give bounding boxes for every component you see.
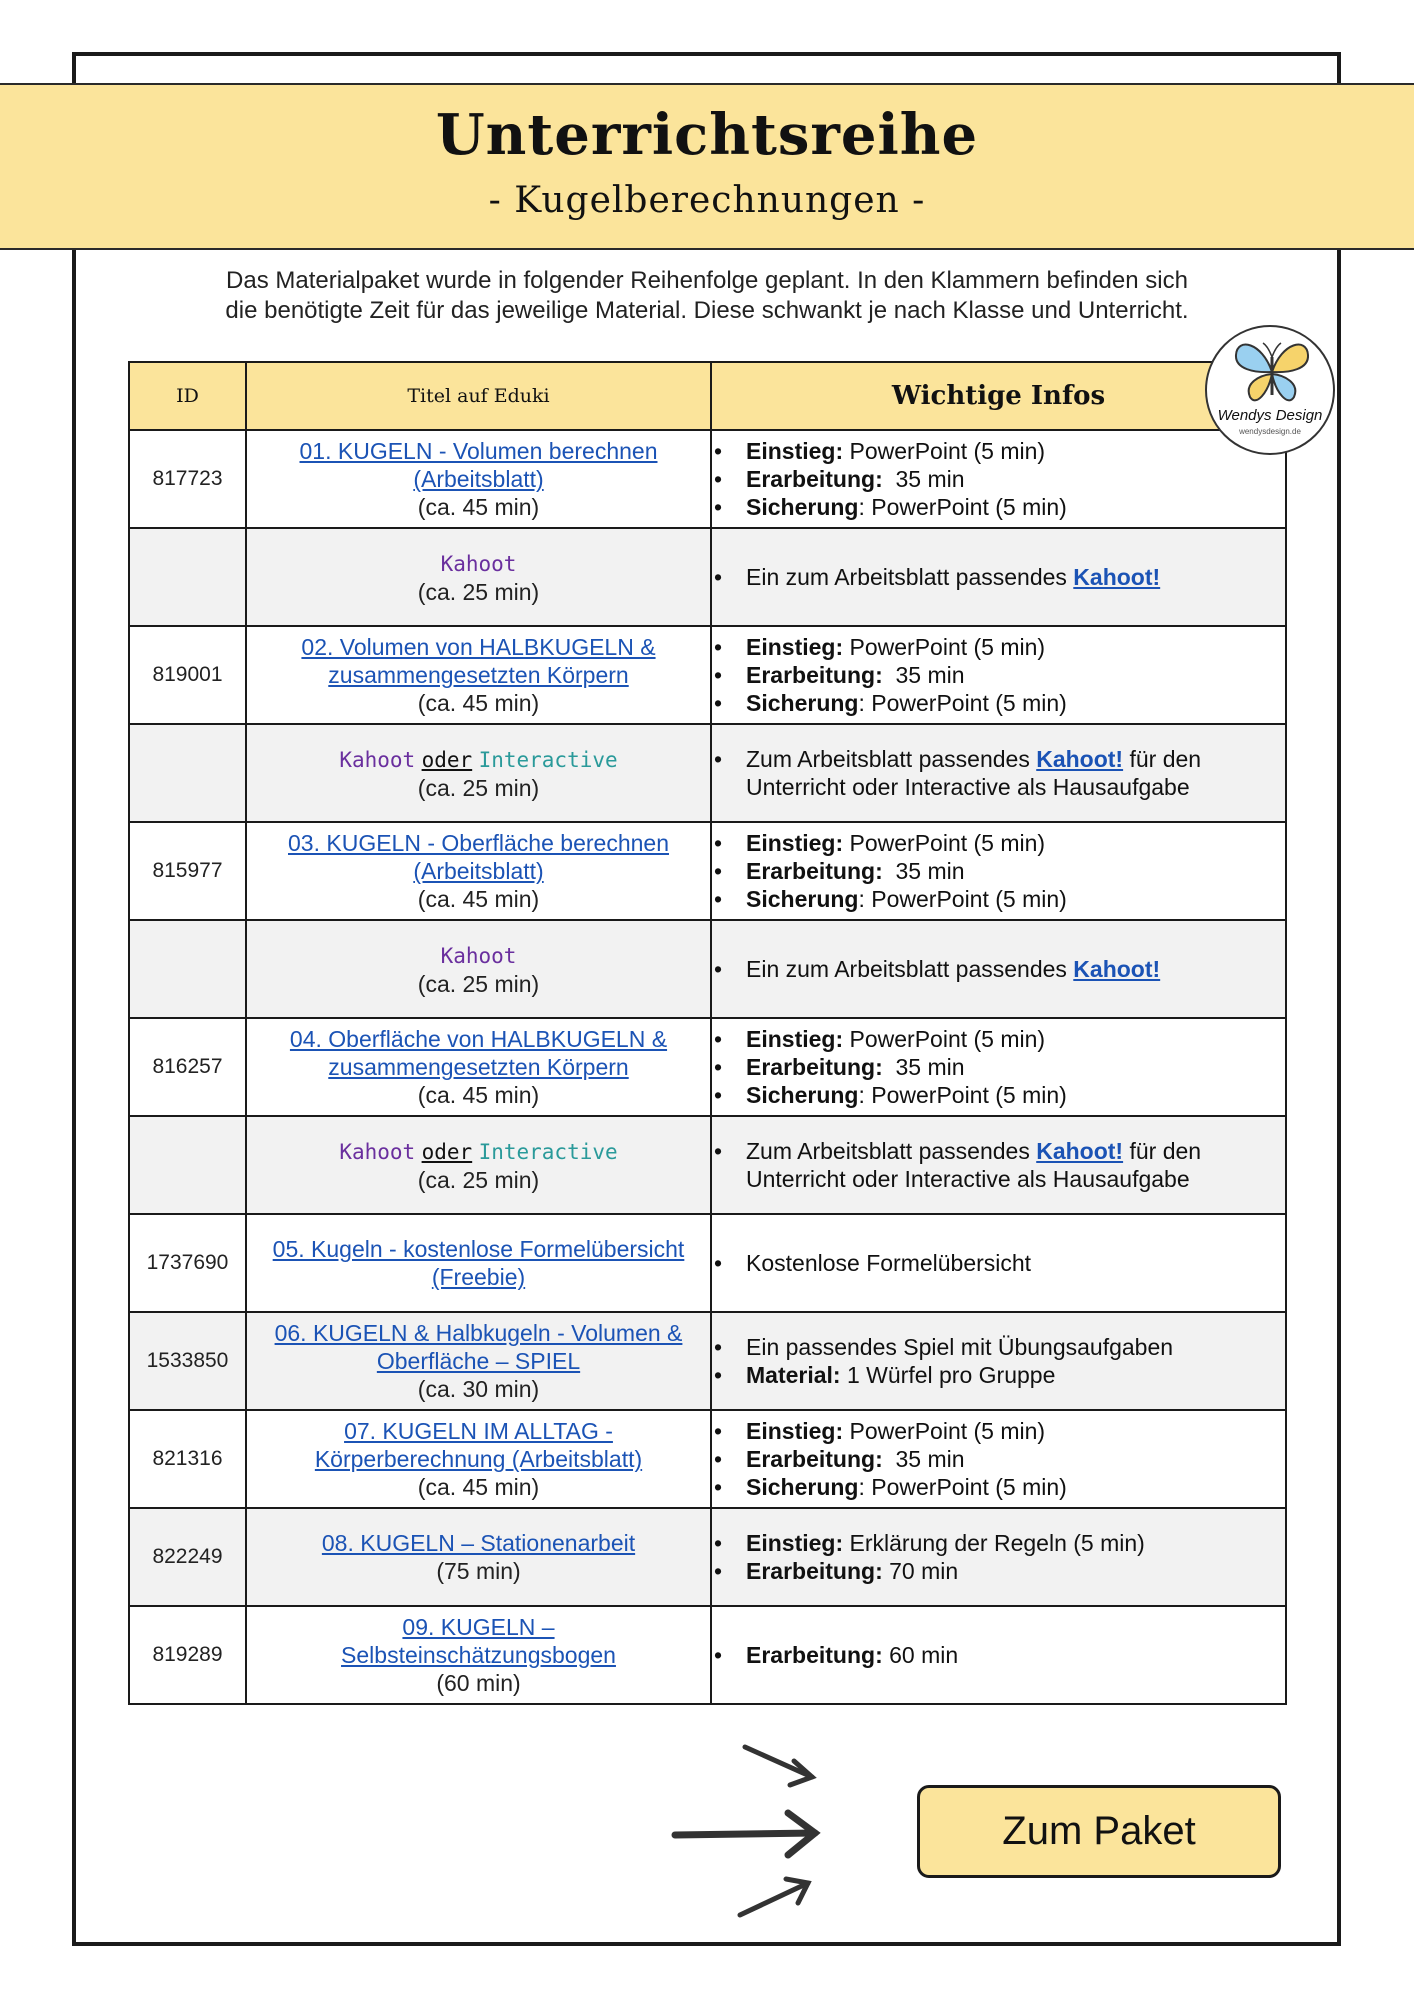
material-link[interactable]: 01. KUGELN - Volumen berechnen (Arbeitsblatt) xyxy=(299,438,658,492)
row-title xyxy=(246,1116,711,1214)
info-item: • Zum Arbeitsblatt passendes Kahoot! für den Unterricht oder Interactive als Hausaufgabe xyxy=(712,745,1285,801)
table-row xyxy=(129,1312,1286,1410)
material-table xyxy=(128,361,1287,1705)
arrow-down-right-icon xyxy=(740,1879,808,1915)
table-row xyxy=(129,920,1286,1018)
zum-paket-button[interactable]: Zum Paket xyxy=(917,1785,1281,1878)
kahoot-link[interactable]: Kahoot! xyxy=(1036,1138,1124,1164)
row-info xyxy=(711,1312,1286,1410)
row-info xyxy=(711,1214,1286,1312)
row-title xyxy=(246,528,711,626)
table-header-row xyxy=(129,362,1286,430)
material-link[interactable]: 06. KUGELN & Halbkugeln - Volumen & Oberfläche – SPIEL xyxy=(274,1320,683,1374)
row-title xyxy=(246,1312,711,1410)
page-subtitle: - Kugelberechnungen - xyxy=(488,180,926,221)
info-item: • Kostenlose Formelübersicht xyxy=(712,1249,1285,1277)
row-info xyxy=(711,822,1286,920)
info-item: • Einstieg: Erklärung der Regeln (5 min) xyxy=(712,1529,1285,1557)
material-link[interactable]: 09. KUGELN – Selbsteinschätzungsbogen xyxy=(341,1614,616,1668)
logo-name: Wendys Design xyxy=(1217,407,1323,424)
info-item: • Sicherung: PowerPoint (5 min) xyxy=(712,689,1285,717)
info-item: • Sicherung: PowerPoint (5 min) xyxy=(712,1081,1285,1109)
row-title xyxy=(246,1018,711,1116)
table-row xyxy=(129,1018,1286,1116)
material-link[interactable]: 04. Oberfläche von HALBKUGELN & zusammengesetzten Körpern xyxy=(289,1026,668,1080)
info-item: • Sicherung: PowerPoint (5 min) xyxy=(712,493,1285,521)
duration: (ca. 30 min) xyxy=(417,1376,540,1402)
row-id: 819289 xyxy=(129,1606,246,1704)
row-info xyxy=(711,1508,1286,1606)
row-title xyxy=(246,822,711,920)
oder-label: oder xyxy=(421,1139,473,1164)
logo-url: wendysdesign.de xyxy=(1239,427,1301,436)
duration: (75 min) xyxy=(436,1558,521,1584)
kahoot-label: Kahoot xyxy=(440,551,517,576)
info-item: • Einstieg: PowerPoint (5 min) xyxy=(712,437,1285,465)
row-title xyxy=(246,1606,711,1704)
arrow-icons xyxy=(660,1735,830,1925)
row-id xyxy=(129,920,246,1018)
row-info xyxy=(711,1606,1286,1704)
kahoot-link[interactable]: Kahoot! xyxy=(1073,956,1161,982)
intro-line-2: die benötigte Zeit für das jeweilige Material. Diese schwankt je nach Klasse und Unterricht. xyxy=(225,297,1189,324)
info-item: • Einstieg: PowerPoint (5 min) xyxy=(712,1417,1285,1445)
duration: (ca. 25 min) xyxy=(417,578,540,605)
row-id: 815977 xyxy=(129,822,246,920)
duration: (ca. 25 min) xyxy=(417,774,540,801)
info-item: • Erarbeitung: 70 min xyxy=(712,1557,1285,1585)
header-info: Wichtige Infos xyxy=(711,362,1286,430)
table-row xyxy=(129,1410,1286,1508)
duration: (ca. 45 min) xyxy=(417,886,540,912)
kahoot-label: Kahoot xyxy=(339,747,416,772)
logo xyxy=(1205,325,1335,455)
info-item: • Sicherung: PowerPoint (5 min) xyxy=(712,885,1285,913)
row-info xyxy=(711,626,1286,724)
table-row xyxy=(129,1116,1286,1214)
arrow-right-icon xyxy=(675,1813,815,1855)
row-id xyxy=(129,724,246,822)
info-item: • Zum Arbeitsblatt passendes Kahoot! für den Unterricht oder Interactive als Hausaufgabe xyxy=(712,1137,1285,1193)
arrow-up-right-icon xyxy=(745,1747,812,1785)
info-item: • Erarbeitung: 35 min xyxy=(712,1445,1285,1473)
info-item: • Sicherung: PowerPoint (5 min) xyxy=(712,1473,1285,1501)
row-title xyxy=(246,1214,711,1312)
info-item: • Erarbeitung: 60 min xyxy=(712,1641,1285,1669)
material-link[interactable]: 05. Kugeln - kostenlose Formelübersicht (Freebie) xyxy=(272,1236,685,1290)
table-row xyxy=(129,1508,1286,1606)
info-item: • Ein passendes Spiel mit Übungsaufgaben xyxy=(712,1333,1285,1361)
info-item: • Erarbeitung: 35 min xyxy=(712,661,1285,689)
kahoot-link[interactable]: Kahoot! xyxy=(1036,746,1124,772)
duration: (ca. 45 min) xyxy=(417,690,540,716)
butterfly-icon xyxy=(1232,337,1312,407)
row-title xyxy=(246,920,711,1018)
duration: (ca. 45 min) xyxy=(417,1474,540,1500)
row-title xyxy=(246,626,711,724)
table-row xyxy=(129,430,1286,528)
kahoot-link[interactable]: Kahoot! xyxy=(1073,564,1161,590)
duration: (ca. 45 min) xyxy=(417,1082,540,1108)
table-row xyxy=(129,528,1286,626)
table-row xyxy=(129,626,1286,724)
row-info xyxy=(711,528,1286,626)
duration: (ca. 45 min) xyxy=(417,494,540,520)
row-id xyxy=(129,1116,246,1214)
row-info xyxy=(711,430,1286,528)
info-item: • Erarbeitung: 35 min xyxy=(712,465,1285,493)
info-item: • Einstieg: PowerPoint (5 min) xyxy=(712,1025,1285,1053)
row-title xyxy=(246,724,711,822)
row-id xyxy=(129,528,246,626)
info-item: • Ein zum Arbeitsblatt passendes Kahoot! xyxy=(712,955,1285,983)
info-item: • Einstieg: PowerPoint (5 min) xyxy=(712,633,1285,661)
material-link[interactable]: 07. KUGELN IM ALLTAG - Körperberechnung (Arbeitsblatt) xyxy=(314,1418,643,1472)
table-row xyxy=(129,1214,1286,1312)
row-info xyxy=(711,920,1286,1018)
row-id: 819001 xyxy=(129,626,246,724)
intro-line-1: Das Materialpaket wurde in folgender Reihenfolge geplant. In den Klammern befinden sich xyxy=(226,267,1188,294)
kahoot-label: Kahoot xyxy=(339,1139,416,1164)
intro-text xyxy=(130,266,1284,326)
table-row xyxy=(129,822,1286,920)
row-title xyxy=(246,1508,711,1606)
info-item: • Material: 1 Würfel pro Gruppe xyxy=(712,1361,1285,1389)
duration: (ca. 25 min) xyxy=(417,970,540,997)
info-item: • Erarbeitung: 35 min xyxy=(712,1053,1285,1081)
row-title xyxy=(246,430,711,528)
row-id: 1737690 xyxy=(129,1214,246,1312)
row-info xyxy=(711,1018,1286,1116)
duration: (ca. 25 min) xyxy=(417,1166,540,1193)
info-item: • Erarbeitung: 35 min xyxy=(712,857,1285,885)
material-link[interactable]: 08. KUGELN – Stationenarbeit xyxy=(321,1530,636,1556)
table-row xyxy=(129,1606,1286,1704)
row-title xyxy=(246,1410,711,1508)
row-info xyxy=(711,1410,1286,1508)
row-id: 816257 xyxy=(129,1018,246,1116)
oder-label: oder xyxy=(421,747,473,772)
info-item: • Einstieg: PowerPoint (5 min) xyxy=(712,829,1285,857)
row-id: 822249 xyxy=(129,1508,246,1606)
row-id: 1533850 xyxy=(129,1312,246,1410)
row-id: 817723 xyxy=(129,430,246,528)
header-title: Titel auf Eduki xyxy=(246,362,711,430)
header-id: ID xyxy=(129,362,246,430)
row-info xyxy=(711,724,1286,822)
kahoot-label: Kahoot xyxy=(440,943,517,968)
page-title: Unterrichtsreihe xyxy=(435,102,979,168)
duration: (60 min) xyxy=(436,1670,521,1696)
material-link[interactable]: 03. KUGELN - Oberfläche berechnen (Arbeitsblatt) xyxy=(288,830,669,884)
row-id: 821316 xyxy=(129,1410,246,1508)
info-item: • Ein zum Arbeitsblatt passendes Kahoot! xyxy=(712,563,1285,591)
material-link[interactable]: 02. Volumen von HALBKUGELN & zusammengesetzten Körpern xyxy=(301,634,656,688)
row-info xyxy=(711,1116,1286,1214)
table-row xyxy=(129,724,1286,822)
interactive-label: Interactive xyxy=(478,1139,618,1164)
interactive-label: Interactive xyxy=(478,747,618,772)
